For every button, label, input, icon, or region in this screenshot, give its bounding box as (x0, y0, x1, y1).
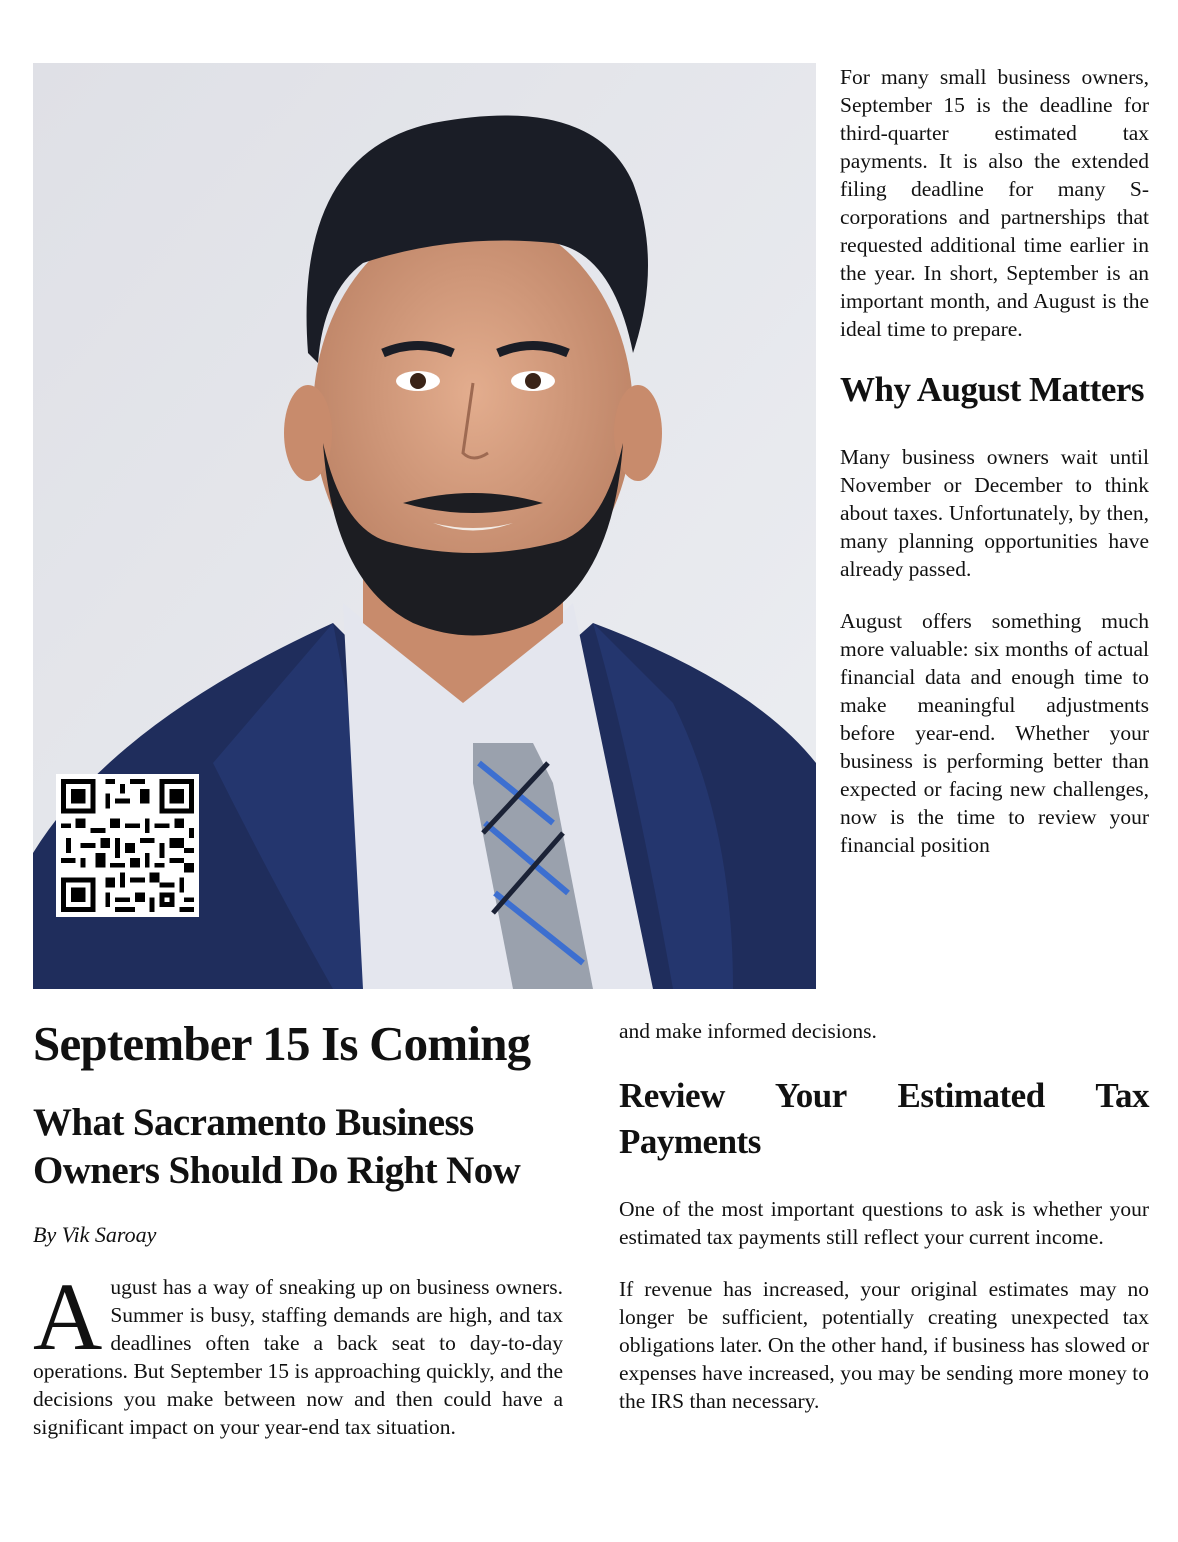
section2-paragraph-1: One of the most important questions to ask is whether your estimated tax payments still reflect your current income. (619, 1197, 1149, 1249)
section1-paragraph-1: Many business owners wait until November or December to think about taxes. Unfortunately, by then, many planning opportunities have already passed. (840, 445, 1149, 581)
article-title: September 15 Is Coming (33, 1016, 531, 1071)
lower-right-column (619, 1017, 1149, 1439)
intro-paragraph: For many small business owners, September 15 is the deadline for third-quarter estimated tax payments. It is also the extended filing deadline for many S-corporations and partnerships that requested additional time earlier in the year. In short, September is an important month, and August is the ideal time to prepare. (840, 65, 1149, 341)
section1-paragraph-2: August offers something much more valuable: six months of actual financial data and enough time to make meaningful adjustments before year-end. Whether your business is performing better than expected or facing new challenges, now is the time to review your financial position (840, 609, 1149, 857)
author-portrait-photo (33, 63, 816, 989)
section2-paragraph-2: If revenue has increased, your original estimates may no longer be sufficient, potentially creating unexpected tax obligations later. On the other hand, if business has slowed or expenses have increased, you may be sending more money to the IRS than necessary. (619, 1277, 1149, 1413)
section1-paragraph-2-continued: and make informed decisions. (619, 1019, 877, 1043)
section-heading-why-august: Why August Matters (840, 370, 1145, 409)
drop-cap: A (33, 1263, 103, 1370)
right-column (840, 63, 1149, 883)
byline: By Vik Saroay (33, 1222, 157, 1247)
article-subtitle: What Sacramento Business Owners Should Do Right Now (33, 1101, 521, 1192)
left-column (33, 1015, 563, 1441)
lead-text: ugust has a way of sneaking up on business owners. Summer is busy, staffing demands are high, and tax deadlines often take a back seat to day-to-day operations. But September 15 is approaching quickly, and the decisions you make between now and then could have a significant impact on your year-end tax situation. (33, 1275, 563, 1439)
qr-code[interactable] (56, 774, 199, 917)
section-heading-estimated-tax: Review Your Estimated Tax Payments (619, 1076, 1149, 1161)
lead-paragraph (33, 1263, 563, 1441)
